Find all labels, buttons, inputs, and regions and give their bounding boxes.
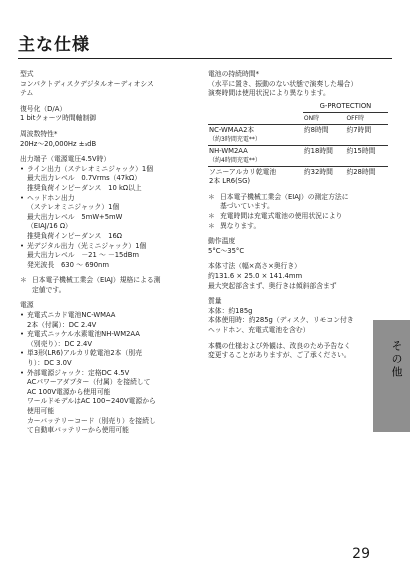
row-label: ソニーアルカリ乾電池 2本 LR6(SG) [208, 166, 303, 187]
output-item-optical: • 光デジタル出力（光ミニジャック）1個 最大出力レベル －21 ～ －15dBm 発光波長 630 ～ 690nm [20, 242, 198, 271]
temp-body: 5°C～35°C [208, 246, 245, 255]
freq-body: 20Hz～20,000Hz ±₃dB [20, 139, 97, 148]
right-column [208, 70, 388, 367]
disclaimer: 本機の仕様および外観は、改良のため予告なく 変更することがありますが、ご了承ください。 [208, 341, 351, 360]
type-heading: 型式 [20, 70, 34, 78]
page-title: 主な仕様 [18, 35, 90, 55]
power-item-alkaline: • 単3形(LR6)アルカリ乾電池2本（別売 り）：DC 3.0V [20, 349, 198, 368]
freq-heading: 周波数特性* [20, 129, 58, 138]
title-rule [18, 58, 392, 59]
row-on: 約32時間 [303, 166, 346, 187]
output-item-headphone: • ヘッドホン出力 （ステレオミニジャック）1個 最大出力レベル 5mW+5mW （EIAJ/16 Ω） 推奨負荷インピーダンス 16Ω [20, 194, 198, 242]
col-on-header: ON時 [303, 114, 320, 122]
page-number: 29 [352, 546, 370, 562]
row-off: 約15時間 [345, 145, 388, 166]
power-list [20, 311, 198, 436]
note-text: 日本電子機械工業会（EIAJ）規格による測 定値です。 [32, 276, 161, 294]
output-item-line: • ライン出力（ステレオミニジャック）1個 最大出力レベル 0.7Vrms（47kΩ） 推奨負荷インピーダンス 10 kΩ以上 [20, 165, 198, 194]
dims-section [208, 262, 388, 291]
battery-heading: 電池の持続時間* [208, 70, 259, 78]
power-item-external: • 外部電源ジャック：定格DC 4.5V ACパワーアダプター（付属）を接続して AC 100V電源から使用可能 ワールドモデルはAC 100~240V電源から 使用可能 カーバッテリーコード（別売り）を接続し て自動車バッテリーから使用可能 [20, 369, 198, 436]
battery-section [208, 70, 388, 231]
left-column [20, 70, 198, 442]
row-on: 約18時間 [303, 145, 346, 166]
freq-section [20, 130, 198, 149]
power-item-nimh: • 充電式ニッケル水素電池NH-WM2AA （別売り）：DC 2.4V [20, 330, 198, 349]
table-row [208, 124, 388, 145]
temp-heading: 動作温度 [208, 237, 236, 246]
row-off: 約28時間 [345, 166, 388, 187]
power-item-nicd: • 充電式ニカド電池NC-WMAA 2本（付属）：DC 2.4V [20, 311, 198, 330]
type-section [20, 70, 198, 99]
battery-body: （水平に置き、振動のない状態で演奏した場合） 演奏時間は使用状況により異なります。 [208, 79, 358, 98]
demod-heading: 復号化（D/A） [20, 104, 67, 113]
output-section [20, 155, 198, 270]
dims-body: 約131.6 × 25.0 × 141.4mm 最大突起部含まず、奥行きは傾斜部含まず [208, 271, 337, 290]
mass-body: 本体：約185g 本体使用時：約285g（ディスク、リモコン付き ヘッドホン、充電式電池を含む） [208, 306, 354, 334]
output-heading: 出力端子（電源電圧4.5V時） [20, 155, 111, 164]
row-label: NC-WMAA2本 （約3時間充電**） [208, 124, 303, 145]
temp-section [208, 237, 388, 256]
type-body: コンパクトディスクデジタルオーディオシス テム [20, 79, 154, 98]
demod-body: 1 bitクォーツ時間軸制御 [20, 114, 97, 123]
battery-note-1: ＊ 日本電子機械工業会（EIAJ）の測定方法に 基づいています。 [208, 192, 349, 211]
row-on: 約8時間 [303, 124, 346, 145]
table-subheader-row [208, 112, 388, 124]
mass-section [208, 297, 388, 335]
output-list [20, 165, 198, 271]
gprotection-header: G-PROTECTION [303, 101, 388, 113]
col-off-header: OFF時 [346, 114, 365, 122]
eiaj-note [20, 276, 198, 295]
power-section [20, 301, 198, 435]
table-row [208, 166, 388, 187]
row-off: 約7時間 [345, 124, 388, 145]
battery-note-2: ＊＊ 充電時間は充電式電池の使用状況により 異なります。 [208, 211, 343, 230]
demod-section [20, 105, 198, 124]
battery-table [208, 101, 388, 187]
mass-heading: 質量 [208, 297, 222, 306]
power-heading: 電源 [20, 301, 34, 310]
table-row [208, 145, 388, 166]
note-mark: ＊ [20, 276, 27, 285]
side-tab-label: その他 [390, 340, 403, 379]
table-header-row [208, 101, 388, 113]
row-label: NH-WM2AA （約4時間充電**） [208, 145, 303, 166]
dims-heading: 本体寸法（幅×高さ×奥行き） [208, 262, 301, 271]
